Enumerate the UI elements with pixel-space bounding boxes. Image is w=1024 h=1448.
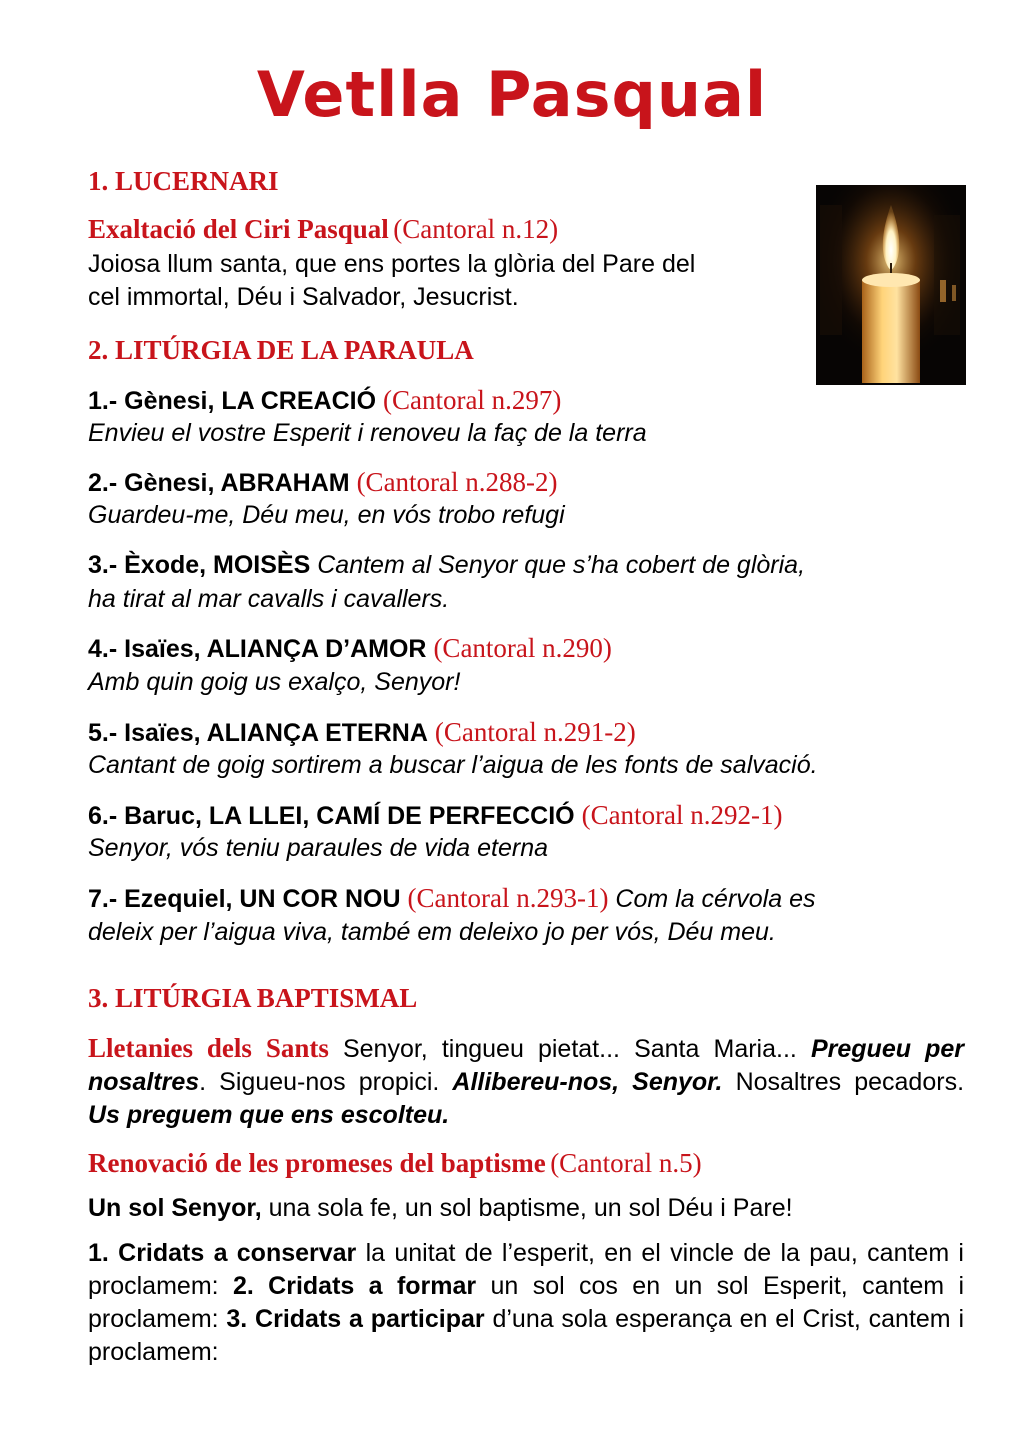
reading-4-title: 4.- Isaïes, ALIANÇA D’AMOR xyxy=(88,635,427,663)
reading-6-ref: (Cantoral n.292-1) xyxy=(581,800,783,830)
un-sol-senyor-rest: una sola fe, un sol baptisme, un sol Déu i Pare! xyxy=(268,1194,793,1222)
lletanies-text-3: Nosaltres pecadors. xyxy=(735,1068,965,1096)
lucernari-item-title-line xyxy=(88,214,964,245)
reading-4-psalm: Amb quin goig us exalço, Senyor! xyxy=(88,668,461,696)
cridats-1-bold: 1. Cridats a conservar xyxy=(88,1239,357,1267)
un-sol-senyor-bold: Un sol Senyor, xyxy=(88,1194,262,1222)
lletanies-response-2: Allibereu-nos, Senyor. xyxy=(452,1068,723,1096)
cridats-paragraph xyxy=(88,1237,964,1369)
reading-7-ref: (Cantoral n.293-1) xyxy=(407,883,609,913)
reading-2-title: 2.- Gènesi, ABRAHAM xyxy=(88,469,350,497)
reading-5-ref: (Cantoral n.291-2) xyxy=(434,717,636,747)
reading-2-title-line xyxy=(88,466,964,500)
reading-7-title: 7.- Ezequiel, UN COR NOU xyxy=(88,885,401,913)
reading-1-title-line xyxy=(88,384,964,418)
lletanies-paragraph xyxy=(88,1032,964,1132)
lucernari-item-title: Exaltació del Ciri Pasqual xyxy=(88,214,389,244)
cridats-1-rest: la unitat de l’esperit, en el vincle de la pau, cantem i proclamem: xyxy=(88,1239,964,1300)
reading-6-psalm: Senyor, vós teniu paraules de vida eterna xyxy=(88,834,549,862)
un-sol-senyor-line xyxy=(88,1192,964,1225)
reading-5-title: 5.- Isaïes, ALIANÇA ETERNA xyxy=(88,719,428,747)
lucernari-text-line-1: Joiosa llum santa, que ens portes la glòria del Pare del xyxy=(88,250,696,278)
lucernari-text-line-2: cel immortal, Déu i Salvador, Jesucrist. xyxy=(88,283,519,311)
reading-4-title-line xyxy=(88,632,964,666)
reading-2-psalm: Guardeu-me, Déu meu, en vós trobo refugi xyxy=(88,501,565,529)
reading-1-ref: (Cantoral n.297) xyxy=(382,385,562,415)
section-heading-paraula: 2. LITÚRGIA DE LA PARAULA xyxy=(88,335,474,365)
page-title: Vetlla Pasqual xyxy=(256,58,768,131)
reading-6-title-line xyxy=(88,799,964,833)
reading-7-title-line xyxy=(88,882,964,916)
lletanies-text-2: . Sigueu-nos propici. xyxy=(199,1068,440,1096)
section-heading-lucernari: 1. LUCERNARI xyxy=(88,166,279,196)
lletanies-response-1: Pregueu per nosaltres xyxy=(88,1035,964,1096)
reading-1-title: 1.- Gènesi, LA CREACIÓ xyxy=(88,387,377,415)
reading-1-psalm: Envieu el vostre Esperit i renoveu la faç de la terra xyxy=(88,419,647,447)
reading-4-ref: (Cantoral n.290) xyxy=(433,633,612,663)
reading-3-psalm-a: Cantem al Senyor que s’ha cobert de glòria, xyxy=(317,551,806,579)
reading-7-psalm-a: Com la cérvola es xyxy=(615,885,816,913)
section-heading-baptismal: 3. LITÚRGIA BAPTISMAL xyxy=(88,983,418,1013)
renovacio-ref: (Cantoral n.5) xyxy=(550,1148,702,1178)
renovacio-title-line xyxy=(88,1148,964,1179)
lletanies-title: Lletanies dels Sants xyxy=(88,1033,329,1063)
reading-7-psalm-b: deleix per l’aigua viva, també em deleixo jo per vós, Déu meu. xyxy=(88,918,776,946)
lletanies-response-3: Us preguem que ens escolteu. xyxy=(88,1101,450,1129)
reading-5-psalm: Cantant de goig sortirem a buscar l’aigua de les fonts de salvació. xyxy=(88,751,818,779)
cridats-3-rest: d’una sola esperança en el Crist, cantem i proclamem: xyxy=(88,1305,964,1366)
reading-5-title-line xyxy=(88,716,964,750)
lucernari-item-ref: (Cantoral n.12) xyxy=(393,214,559,244)
renovacio-title: Renovació de les promeses del baptisme xyxy=(88,1148,546,1178)
cridats-2-rest: un sol cos en un sol Esperit, cantem i proclamem: xyxy=(88,1272,964,1333)
lletanies-text-1: Senyor, tingueu pietat... Santa Maria... xyxy=(342,1035,797,1063)
reading-3-title-line xyxy=(88,549,964,582)
reading-3-psalm-b: ha tirat al mar cavalls i cavallers. xyxy=(88,585,450,613)
cridats-2-bold: 2. Cridats a formar xyxy=(232,1272,477,1300)
reading-3-title: 3.- Èxode, MOISÈS xyxy=(88,551,311,579)
cridats-3-bold: 3. Cridats a participar xyxy=(226,1305,485,1333)
reading-6-title: 6.- Baruc, LA LLEI, CAMÍ DE PERFECCIÓ xyxy=(88,802,575,830)
reading-2-ref: (Cantoral n.288-2) xyxy=(356,467,558,497)
